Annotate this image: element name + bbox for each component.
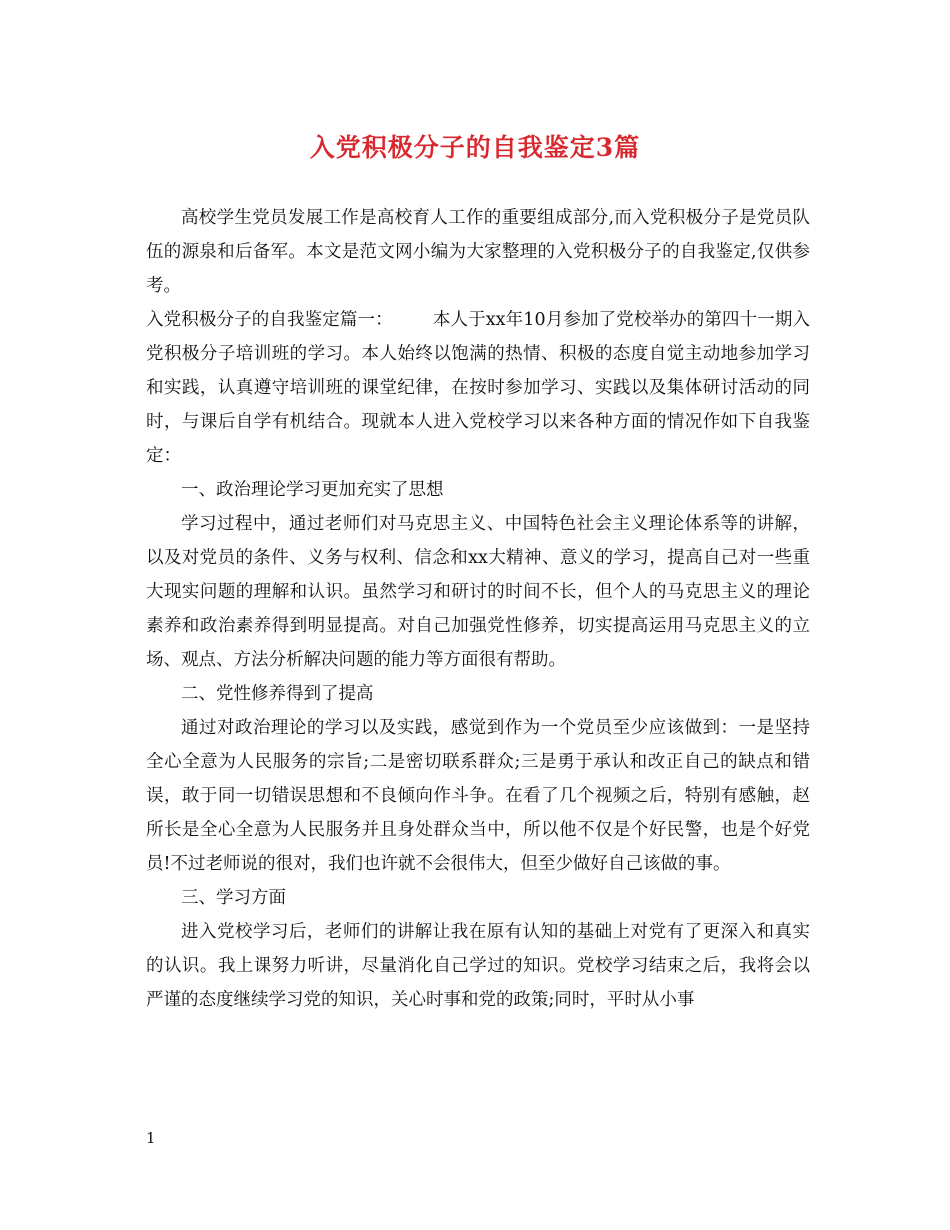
document-body xyxy=(146,201,810,1017)
section-two-paragraph: 通过对政治理论的学习以及实践，感觉到作为一个党员至少应该做到：一是坚持全心全意为人民服务的宗旨;二是密切联系群众;三是勇于承认和改正自己的缺点和错误，敢于同一切错误思想和不良倾向作斗争。在看了几个视频之后，特别有感触，赵所长是全心全意为人民服务并且身处群众当中，所以他不仅是个好民警，也是个好党员!不过老师说的很对，我们也许就不会很伟大，但至少做好自己该做的事。 xyxy=(146,718,810,874)
piece-one-text: 本人于xx年10月参加了党校举办的第四十一期入党积极分子培训班的学习。本人始终以饱满的热情、积极的态度自觉主动地参加学习和实践，认真遵守培训班的课堂纪律，在按时参加学习、实践以及集体研讨活动的同时，与课后自学有机结合。现就本人进入党校学习以来各种方面的情况作如下自我鉴定： xyxy=(146,310,810,466)
piece-one-label: 入党积极分子的自我鉴定篇一： xyxy=(146,310,393,330)
page-number: 1 xyxy=(146,1129,156,1147)
section-two-heading: 二、党性修养得到了提高 xyxy=(181,684,374,704)
document-title: 入党积极分子的自我鉴定3篇 xyxy=(309,133,641,162)
section-one-paragraph: 学习过程中，通过老师们对马克思主义、中国特色社会主义理论体系等的讲解，以及对党员的条件、义务与权利、信念和xx大精神、意义的学习，提高自己对一些重大现实问题的理解和认识。虽然学习和研讨的时间不长，但个人的马克思主义的理论素养和政治素养得到明显提高。对自己加强党性修养，切实提高运用马克思主义的立场、观点、方法分析解决问题的能力等方面很有帮助。 xyxy=(146,514,810,670)
piece-one-paragraph xyxy=(146,303,810,473)
section-three-heading: 三、学习方面 xyxy=(181,888,286,908)
intro-paragraph: 高校学生党员发展工作是高校育人工作的重要组成部分,而入党积极分子是党员队伍的源泉和后备军。本文是范文网小编为大家整理的入党积极分子的自我鉴定,仅供参考。 xyxy=(146,208,810,296)
section-three-paragraph: 进入党校学习后，老师们的讲解让我在原有认知的基础上对党有了更深入和真实的认识。我上课努力听讲，尽量消化自己学过的知识。党校学习结束之后，我将会以严谨的态度继续学习党的知识，关心时事和党的政策;同时，平时从小事 xyxy=(146,922,810,1010)
section-one-heading: 一、政治理论学习更加充实了思想 xyxy=(181,480,444,500)
